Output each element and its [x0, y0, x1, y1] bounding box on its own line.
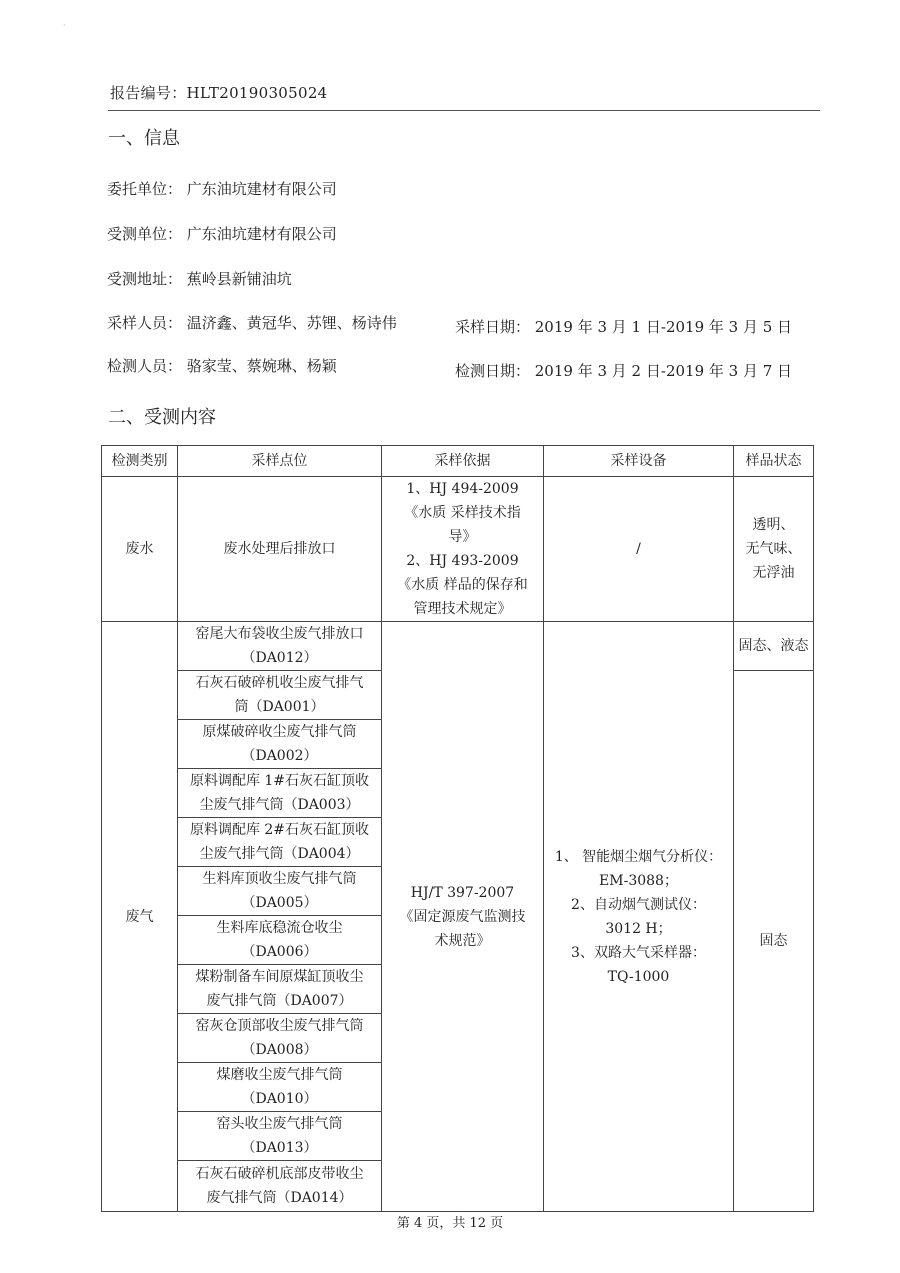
basis-line: HJ/T 397-2007	[410, 884, 515, 901]
header-category: 检测类别	[102, 446, 178, 477]
point-line: 原料调配库 2#石灰石缸顶收	[189, 822, 370, 838]
basis-line: 2、HJ 493-2009	[406, 553, 519, 569]
section-info-title: 一、信息	[108, 128, 180, 149]
table-row-gas	[102, 622, 814, 671]
testing-date-line: 检测日期： 2019 年 3 月 2 日-2019 年 3 月 7 日	[455, 362, 793, 380]
point-line: 窑灰仓顶部收尘废气排气筒	[195, 1018, 364, 1034]
point-line: 石灰石破碎机底部皮带收尘	[195, 1166, 364, 1182]
tested-unit-line: 受测单位： 广东油坑建材有限公司	[107, 225, 337, 243]
header-point: 采样点位	[178, 446, 382, 477]
basis-line: 1、HJ 494-2009	[406, 481, 519, 497]
content-table	[101, 445, 814, 1212]
cell-basis	[382, 622, 544, 1212]
header-divider	[108, 110, 820, 111]
state-line: 无气味、	[745, 541, 802, 557]
point-line: 尘废气排气筒（DA004）	[199, 846, 360, 862]
point-line: 生料库底稳流仓收尘	[216, 920, 343, 936]
cell-state: 固态	[734, 671, 814, 1212]
scan-speck: ·	[63, 21, 66, 30]
cell-point	[178, 671, 382, 720]
section-content-title: 二、受测内容	[108, 407, 216, 428]
basis-line: 管理技术规定》	[413, 601, 512, 617]
cell-point	[178, 867, 382, 916]
table-row-wastewater	[102, 477, 814, 622]
samplers-line: 采样人员： 温济鑫、黄冠华、苏锂、杨诗伟	[107, 314, 397, 332]
equipment-line: 3、双路大气采样器：	[571, 944, 706, 961]
point-line: 原料调配库 1#石灰石缸顶收	[189, 773, 370, 789]
point-line: （DA006）	[241, 944, 318, 960]
inspectors-line: 检测人员： 骆家莹、蔡婉琳、杨颖	[107, 357, 337, 375]
address-line: 受测地址： 蕉岭县新铺油坑	[107, 270, 292, 288]
cell-point	[178, 916, 382, 965]
basis-line: 术规范》	[434, 932, 491, 949]
cell-point	[178, 965, 382, 1014]
point-line: 煤磨收尘废气排气筒	[216, 1067, 343, 1083]
point-line: 原煤破碎收尘废气排气筒	[202, 724, 357, 740]
cell-point	[178, 720, 382, 769]
point-line: 石灰石破碎机收尘废气排气	[195, 675, 364, 691]
report-number: 报告编号：HLT20190305024	[110, 84, 328, 102]
cell-category: 废气	[102, 622, 178, 1212]
cell-state	[734, 477, 814, 622]
cell-point	[178, 1161, 382, 1212]
point-line: 窑头收尘废气排气筒	[216, 1116, 343, 1132]
point-line: （DA012）	[241, 650, 318, 666]
cell-point	[178, 1014, 382, 1063]
basis-line: 《固定源废气监测技	[399, 908, 526, 925]
state-line: 透明、	[752, 517, 795, 533]
point-line: 生料库顶收尘废气排气筒	[202, 871, 357, 887]
table-header-row	[102, 446, 814, 477]
page-footer: 第 4 页，共 12 页	[396, 1216, 504, 1231]
point-line: 废气排气筒（DA014）	[206, 1190, 353, 1206]
point-line: 筒（DA001）	[234, 699, 325, 715]
point-line: 煤粉制备车间原煤缸顶收尘	[195, 969, 364, 985]
cell-equipment: /	[544, 477, 734, 622]
point-line: （DA010）	[241, 1091, 318, 1107]
point-line: （DA013）	[241, 1140, 318, 1156]
cell-point	[178, 1112, 382, 1161]
cell-point	[178, 818, 382, 867]
client-line: 委托单位： 广东油坑建材有限公司	[107, 180, 337, 198]
basis-line: 《水质 采样技术指	[404, 505, 521, 521]
header-basis: 采样依据	[382, 446, 544, 477]
cell-equipment	[544, 622, 734, 1212]
cell-point	[178, 1063, 382, 1112]
equipment-line: 2、自动烟气测试仪：	[571, 896, 706, 913]
point-line: （DA005）	[241, 895, 318, 911]
point-line: （DA008）	[241, 1042, 318, 1058]
state-line: 无浮油	[752, 565, 795, 581]
basis-line: 导》	[448, 529, 477, 545]
point-line: （DA002）	[241, 748, 318, 764]
point-line: 尘废气排气筒（DA003）	[199, 797, 360, 813]
header-equipment: 采样设备	[544, 446, 734, 477]
cell-point	[178, 769, 382, 818]
cell-category: 废水	[102, 477, 178, 622]
cell-basis	[382, 477, 544, 622]
point-line: 废气排气筒（DA007）	[206, 993, 353, 1009]
cell-point	[178, 622, 382, 671]
equipment-line: TQ-1000	[607, 968, 670, 985]
sampling-date-line: 采样日期： 2019 年 3 月 1 日-2019 年 3 月 5 日	[455, 318, 793, 336]
cell-point: 废水处理后排放口	[178, 477, 382, 622]
point-line: 窑尾大布袋收尘废气排放口	[195, 626, 364, 642]
header-state: 样品状态	[734, 446, 814, 477]
cell-state: 固态、液态	[734, 622, 814, 671]
equipment-line: EM-3088；	[599, 872, 678, 889]
equipment-line: 3012 H；	[605, 920, 672, 937]
equipment-line: 1、 智能烟尘烟气分析仪：	[554, 848, 723, 865]
basis-line: 《水质 样品的保存和	[397, 577, 528, 593]
